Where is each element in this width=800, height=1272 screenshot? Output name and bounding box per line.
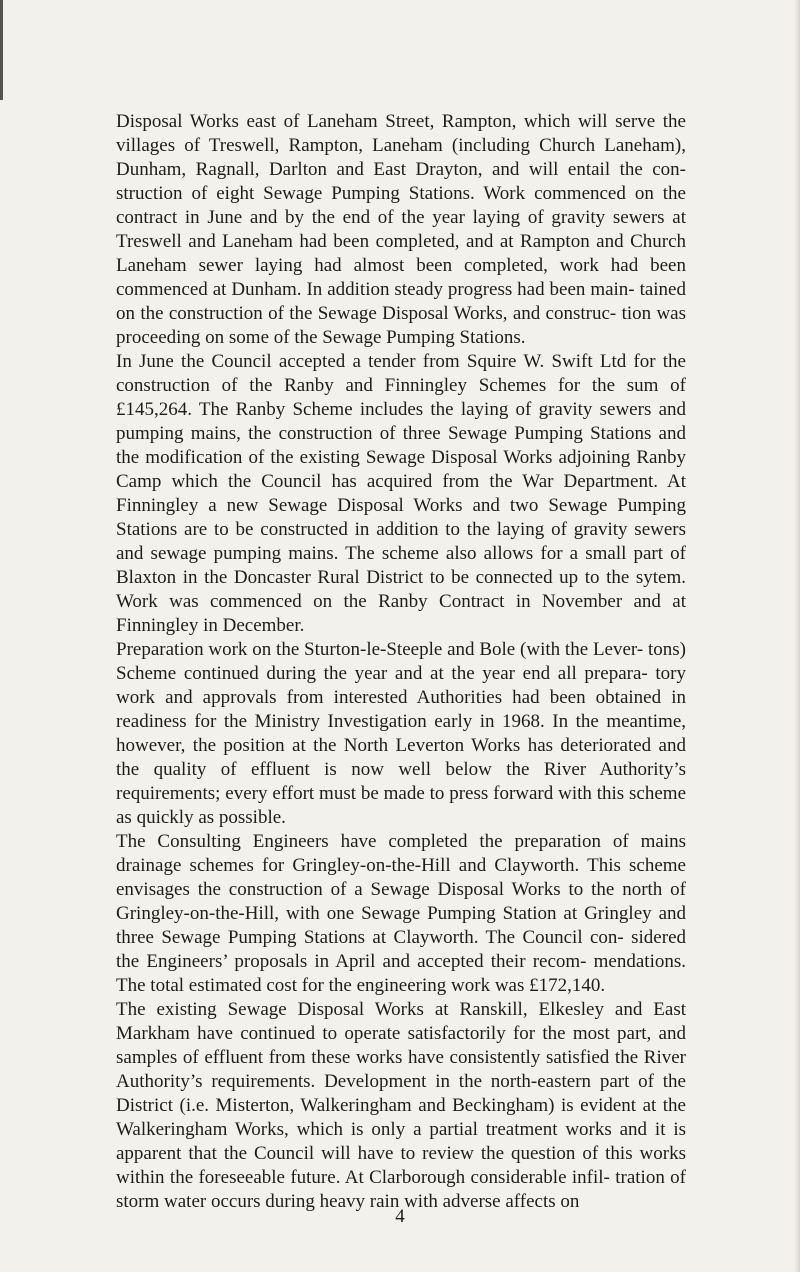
document-body	[116, 110, 686, 1214]
paragraph-existing-works: The existing Sewage Disposal Works at Ranskill, Elkesley and East Markham have continued to operate satisfactorily for the most part, and samples of effluent from these works have consistently satisfied the River Authority’s requirements. Development in the north-eastern part of the District (i.e. Misterton, Walkeringham and Beckingham) is evident at the Walkeringham Works, which is only a partial treatment works and it is apparent that the Council will have to review the question of this works within the foreseeable future. At Clarborough considerable infil- tration of storm water occurs during heavy rain with adverse affects on	[116, 999, 686, 1212]
paragraph-sturton-bole: Preparation work on the Sturton-le-Steeple and Bole (with the Lever- tons) Scheme continued during the year and at the year end all prepara- tory work and approvals from interested Authorities had been obtained in readiness for the Ministry Investigation early in 1968. In the meantime, however, the position at the North Leverton Works has deteriorated and the quality of effluent is now well below the River Authority’s requirements; every effort must be made to press forward with this scheme as quickly as possible.	[116, 639, 686, 828]
page-edge-shadow	[794, 0, 800, 1272]
paragraph-gringley-clayworth: The Consulting Engineers have completed the preparation of mains drainage schemes for Gringley-on-the-Hill and Clayworth. This scheme envisages the construction of a Sewage Disposal Works to the north of Gringley-on-the-Hill, with one Sewage Pumping Station at Gringley and three Sewage Pumping Stations at Clayworth. The Council con- sidered the Engineers’ proposals in April and accepted their recom- mendations. The total estimated cost for the engineering work was £172,140.	[116, 831, 686, 996]
scan-edge-mark	[0, 0, 3, 100]
paragraph-ranby-finningley: In June the Council accepted a tender from Squire W. Swift Ltd for the construction of the Ranby and Finningley Schemes for the sum of £145,264. The Ranby Scheme includes the laying of gravity sewers and pumping mains, the construction of three Sewage Pumping Stations and the modification of the existing Sewage Disposal Works adjoining Ranby Camp which the Council has acquired from the War Department. At Finningley a new Sewage Disposal Works and two Sewage Pumping Stations are to be constructed in addition to the laying of gravity sewers and sewage pumping mains. The scheme also allows for a small part of Blaxton in the Doncaster Rural District to be connected up to the sytem. Work was commenced on the Ranby Contract in November and at Finningley in December.	[116, 351, 686, 636]
page-number: 4	[395, 1206, 405, 1227]
paragraph-rampton-scheme: Disposal Works east of Laneham Street, Rampton, which will serve the villages of Treswell, Rampton, Laneham (including Church Laneham), Dunham, Ragnall, Darlton and East Drayton, and will entail the con- struction of eight Sewage Pumping Stations. Work commenced on the contract in June and by the end of the year laying of gravity sewers at Treswell and Laneham had been completed, and at Rampton and Church Laneham sewer laying had almost been completed, work had been commenced at Dunham. In addition steady progress had been main- tained on the construction of the Sewage Disposal Works, and construc- tion was proceeding on some of the Sewage Pumping Stations.	[116, 111, 686, 348]
